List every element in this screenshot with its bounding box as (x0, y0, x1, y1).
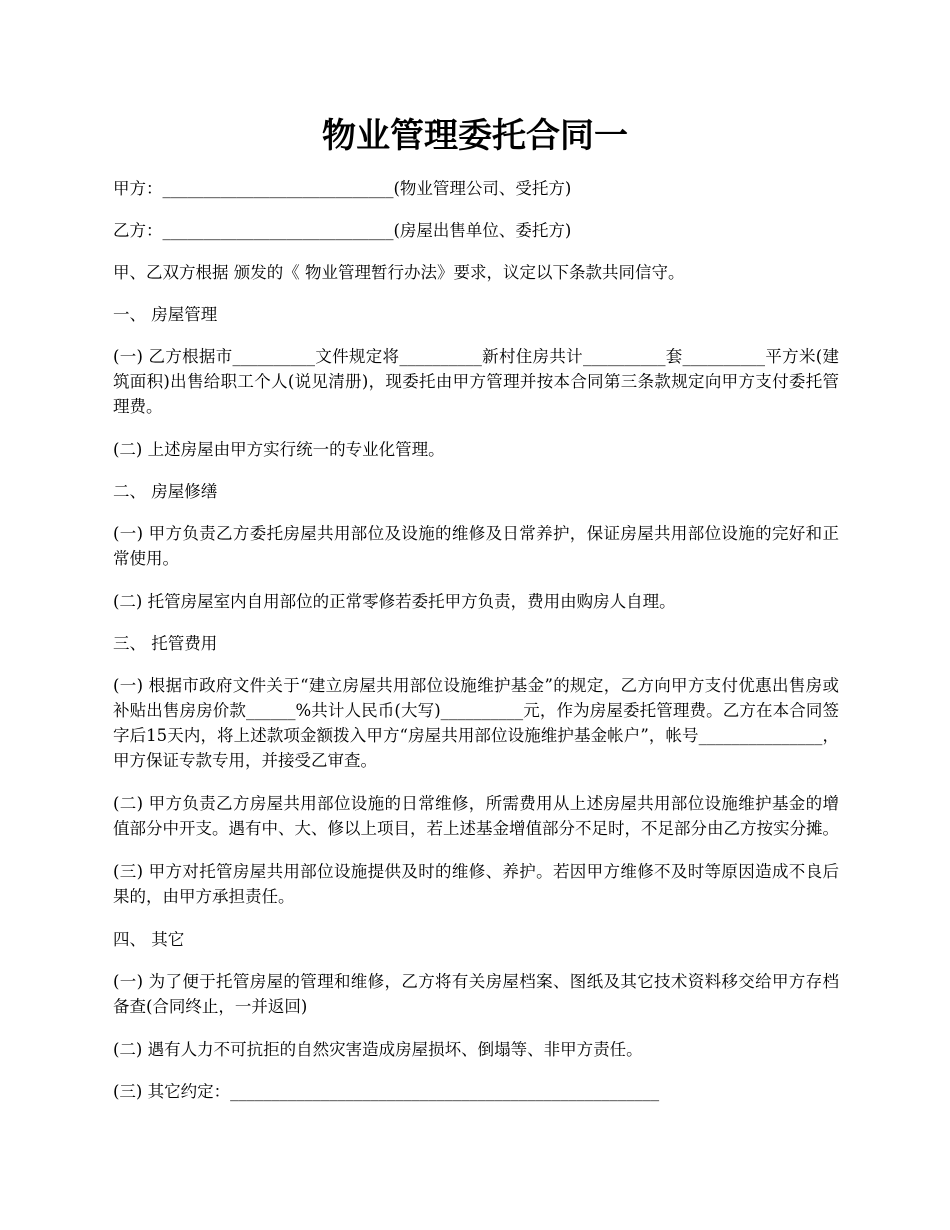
clause-4-1: (一) 为了便于托管房屋的管理和维修，乙方将有关房屋档案、图纸及其它技术资料移交给甲方存档备查(合同终止，一并返回) (113, 972, 839, 1016)
clause-2-1: (一) 甲方负责乙方委托房屋共用部位及设施的维修及日常养护，保证房屋共用部位设施的完好和正常使用。 (113, 524, 839, 568)
clause-3-3: (三) 甲方对托管房屋共用部位设施提供及时的维修、养护。若因甲方维修不及时等原因造成不良后果的，由甲方承担责任。 (113, 862, 839, 906)
document-body (113, 176, 839, 1121)
section-heading-3: 三、 托管费用 (113, 634, 218, 653)
clause-3-1: (一) 根据市政府文件关于“建立房屋共用部位设施维护基金”的规定，乙方向甲方支付优惠出售房或补贴出售房房价款______%共计人民币(大写)__________元，作为房屋委托管理费。乙方在本合同签字后15天内，将上述款项金额拨入甲方“房屋共用部位设施维护基金帐户”，帐号_______________，甲方保证专款专用，并接受乙审查。 (113, 676, 839, 770)
clause-4-3: (三) 其它约定：____________________________________________________ (113, 1082, 660, 1101)
section-heading-1: 一、 房屋管理 (113, 305, 218, 324)
preamble: 甲、乙双方根据 颁发的《 物业管理暂行办法》要求，议定以下条款共同信守。 (113, 263, 685, 282)
section-heading-4: 四、 其它 (113, 930, 185, 949)
clause-3-2: (二) 甲方负责乙方房屋共用部位设施的日常维修，所需费用从上述房屋共用部位设施维护基金的增值部分中开支。遇有中、大、修以上项目，若上述基金增值部分不足时，不足部分由乙方按实分摊。 (113, 794, 839, 838)
clause-1-2: (二) 上述房屋由甲方实行统一的专业化管理。 (113, 440, 445, 459)
clause-2-2: (二) 托管房屋室内自用部位的正常零修若委托甲方负责，费用由购房人自理。 (113, 592, 676, 611)
clause-1-1: (一) 乙方根据市__________文件规定将__________新村住房共计__________套__________平方米(建筑面积)出售给职工个人(说见清册)，现委托由甲方管理并按本合同第三条款规定向甲方支付委托管理费。 (113, 347, 839, 416)
party-b-line: 乙方：____________________________(房屋出售单位、委托方) (113, 221, 572, 240)
clause-4-2: (二) 遇有人力不可抗拒的自然灾害造成房屋损坏、倒塌等、非甲方责任。 (113, 1040, 643, 1059)
document-title: 物业管理委托合同一 (322, 116, 628, 156)
party-a-line: 甲方：____________________________(物业管理公司、受托方) (113, 179, 572, 198)
section-heading-2: 二、 房屋修缮 (113, 482, 218, 501)
